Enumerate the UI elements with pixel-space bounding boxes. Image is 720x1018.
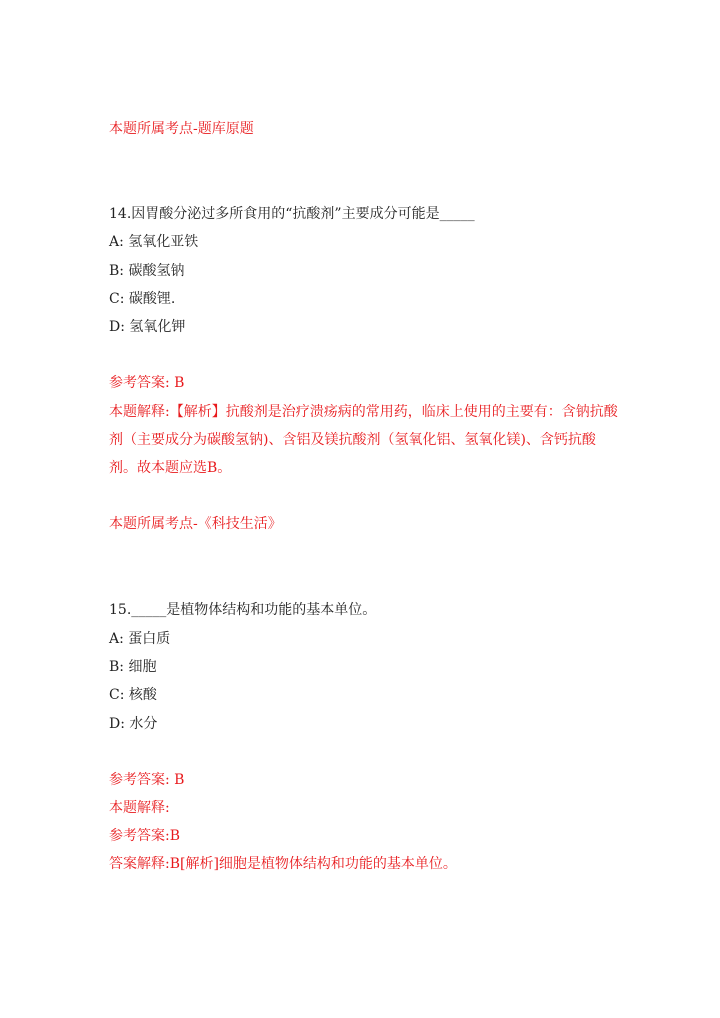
option-d-q14: D: 氢氧化钾 (109, 319, 186, 335)
option-b-q15: B: 细胞 (109, 659, 157, 675)
explanation-q14: 本题解释:【解析】抗酸剂是治疗溃疡病的常用药，临床上使用的主要有：含钠抗酸剂（主要成分为碳酸氢钠)、含铝及镁抗酸剂（氢氧化铝、氢氧化镁)、含钙抗酸剂。故本题应选B。 (109, 404, 618, 476)
option-c-q15: C: 核酸 (109, 687, 157, 703)
explanation2-q15: 答案解释:B[解析]细胞是植物体结构和功能的基本单位。 (109, 856, 457, 872)
option-c-q14: C: 碳酸锂. (109, 291, 176, 307)
topic-line-q13: 本题所属考点-题库原题 (109, 121, 254, 137)
option-b-q14: B: 碳酸氢钠 (109, 263, 185, 279)
question-14: 14.因胃酸分泌过多所食用的“抗酸剂”主要成分可能是_____ (109, 206, 475, 222)
option-a-q14: A: 氢氧化亚铁 (109, 234, 199, 250)
answer-q15: 参考答案: B (109, 772, 185, 788)
answer-q14: 参考答案: B (109, 375, 185, 391)
answer2-q15: 参考答案:B (109, 828, 181, 844)
question-15: 15._____是植物体结构和功能的基本单位。 (109, 602, 377, 618)
option-a-q15: A: 蛋白质 (109, 631, 171, 647)
option-d-q15: D: 水分 (109, 716, 158, 732)
explanation-label-q15: 本题解释: (109, 800, 170, 816)
topic-line-q14: 本题所属考点-《科技生活》 (109, 516, 282, 532)
